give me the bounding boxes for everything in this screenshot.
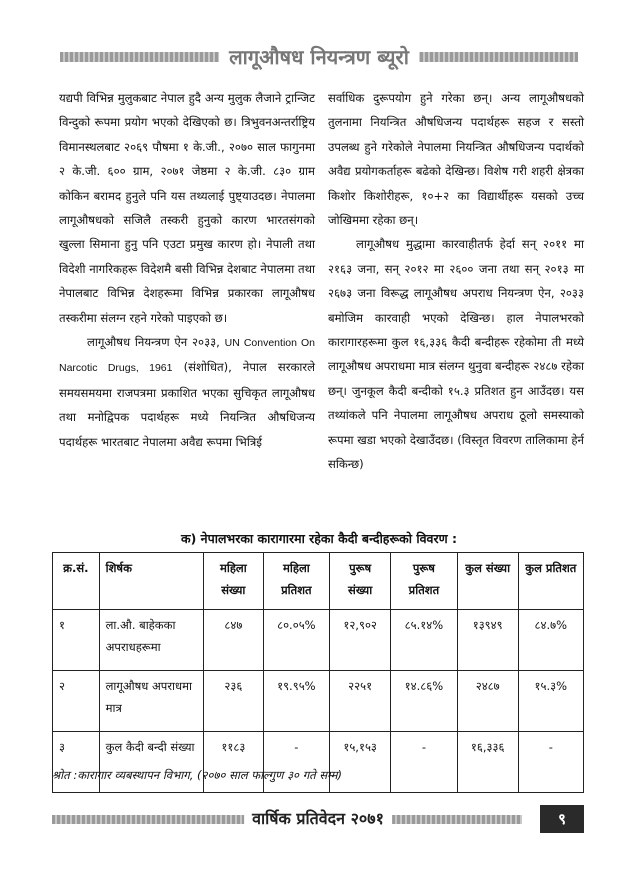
cell-male-percent: ८५.१४% bbox=[391, 610, 458, 671]
left-column bbox=[59, 86, 315, 454]
page-footer bbox=[52, 806, 584, 832]
left-paragraph-1: यद्यपी विभिन्न मुलुकबाट नेपाल हुदै अन्य मुलुक लैजाने ट्रान्जिट विन्दुको रूपमा प्रयोग भएको देखिएको छ। त्रिभुवनअन्तर्राष्ट्रिय विमानस्थलबाट २०६९ पौषमा १ के.जी., २०७० साल फागुनमा २ के.जी. ६०० ग्राम, २०७१ जेष्ठमा २ के.जी. ८३० ग्राम कोकिन बरामद हुनुले पनि यस तथ्यलाई पुष्ट्याउदछ। नेपालमा लागूऔषधको सजिलै तस्करी हुनुको कारण भारतसंगको खुल्ला सिमाना हुनु पनि एउटा प्रमुख कारण हो। नेपाली तथा विदेशी नागरिकहरू विदेशमै बसी विभिन्न देशबाट नेपालमा तथा नेपालबाट विभिन्न देशहरूमा विभिन्न प्रकारका लागूऔषध तस्करीमा संलग्न रहने गरेको पाइएको छ। bbox=[59, 91, 315, 325]
table-row bbox=[53, 671, 584, 732]
cell-male-count: १५,१५३ bbox=[330, 732, 391, 793]
cell-total-count: १३९४९ bbox=[457, 610, 518, 671]
header-title: शिर्षक bbox=[99, 553, 204, 610]
prisoner-table bbox=[52, 552, 584, 793]
header-female-count: महिला संख्या bbox=[204, 553, 263, 610]
header-serial: क्र.सं. bbox=[53, 553, 100, 610]
header-male-count: पुरूष संख्या bbox=[330, 553, 391, 610]
cell-female-percent: - bbox=[263, 732, 330, 793]
banner-title: लागूऔषध नियन्त्रण ब्यूरो bbox=[219, 40, 419, 74]
cell-female-percent: १९.९५% bbox=[263, 671, 330, 732]
header-total-percent: कुल प्रतिशत bbox=[518, 553, 583, 610]
table-title: क) नेपालभरका कारागारमा रहेका कैदी बन्दीहरूको विवरण : bbox=[181, 531, 457, 546]
table-row bbox=[53, 610, 584, 671]
table-header-row bbox=[53, 553, 584, 610]
cell-male-count: २२५१ bbox=[330, 671, 391, 732]
cell-female-count: २३६ bbox=[204, 671, 263, 732]
cell-female-count: ८४७ bbox=[204, 610, 263, 671]
cell-male-count: १२,९०२ bbox=[330, 610, 391, 671]
header-female-percent: महिला प्रतिशत bbox=[263, 553, 330, 610]
cell-female-count: ११८३ bbox=[204, 732, 263, 793]
cell-male-percent: १४.८६% bbox=[391, 671, 458, 732]
cell-female-percent: ८०.०५% bbox=[263, 610, 330, 671]
left-paragraph-2 bbox=[59, 330, 315, 454]
un-convention-text: UN Convention On Narcotic Drugs, 1961 bbox=[59, 337, 315, 375]
right-paragraph-1: सर्वाधिक दुरूपयोग हुने गरेका छन्। अन्य लागूऔषधको तुलनामा नियन्त्रित औषधिजन्य पदार्थहरू सहज र सस्तो उपलब्ध हुने गरेकोले नेपालमा नियन्त्रित औषधिजन्य पदार्थको अवैद्य प्रयोगकर्ताहरू बढेको देखिन्छ। विशेष गरी शहरी क्षेत्रका किशोर किशोरीहरू, १०+२ का विद्यार्थीहरू यसको उच्च जोखिममा रहेका छन्। bbox=[328, 91, 584, 228]
cell-serial: १ bbox=[53, 610, 100, 671]
cell-total-count: १६,३३६ bbox=[457, 732, 518, 793]
cell-total-percent: १५.३% bbox=[518, 671, 583, 732]
header-total-count: कुल संख्या bbox=[457, 553, 518, 610]
page-number: ९ bbox=[540, 805, 584, 833]
cell-total-percent: - bbox=[518, 732, 583, 793]
right-column bbox=[328, 86, 584, 477]
cell-title: कुल कैदी बन्दी संख्या bbox=[99, 732, 204, 793]
cell-total-percent: ८४.७% bbox=[518, 610, 583, 671]
header-male-percent: पुरूष प्रतिशत bbox=[391, 553, 458, 610]
source-note: श्रोत :कारागार व्यबस्थापन विभाग, (२०७० साल फाल्गुण ३० गते सम्म) bbox=[52, 768, 342, 782]
cell-total-count: २४८७ bbox=[457, 671, 518, 732]
cell-male-percent: - bbox=[391, 732, 458, 793]
cell-title: लागूऔषध अपराधमा मात्र bbox=[99, 671, 204, 732]
left-paragraph-2-rest: (संशोधित), नेपाल सरकारले समयसमयमा राजपत्रमा प्रकाशित भएका सुचिकृत लागूऔषध तथा मनोद्विपक पदार्थहरू मध्ये नियन्त्रित औषधिजन्य पदार्थहरू भारतबाट नेपालमा अवैद्य रूपमा भित्रिई bbox=[59, 360, 315, 449]
right-paragraph-2: लागूऔषध मुद्धामा कारवाहीतर्फ हेर्दा सन् २०११ मा २१६३ जना, सन् २०१२ मा २६०० जना तथा सन् २०१३ मा २६७३ जना विरूद्ध लागूऔषध अपराध नियन्त्रण ऐन, २०३३ बमोजिम कारवाही भएको देखिन्छ। हाल नेपालभरको कारागारहरूमा कुल १६,३३६ कैदी बन्दीहरू रहेकोमा ती मध्ये लागूऔषध अपराधमा मात्र संलग्न थुनुवा बन्दीहरू २४८७ रहेका छन्। जुनकूल कैदी बन्दीको १५.३ प्रतिशत हुन आउँदछ। यस तथ्यांकले पनि नेपालमा लागूऔषध अपराध ठूलो समस्याको रूपमा खडा भएको देखाउँदछ। (विस्तृत विवरण तालिकामा हेर्न सकिन्छ) bbox=[328, 237, 584, 472]
cell-serial: २ bbox=[53, 671, 100, 732]
act-reference: लागूऔषध नियन्त्रण ऐन २०३३, bbox=[87, 335, 225, 350]
report-title: वार्षिक प्रतिवेदन २०७१ bbox=[244, 806, 392, 832]
table-row bbox=[53, 732, 584, 793]
page-banner bbox=[60, 40, 578, 74]
cell-serial: ३ bbox=[53, 732, 100, 793]
cell-title: ला.औ. बाहेकका अपराधहरूमा bbox=[99, 610, 204, 671]
